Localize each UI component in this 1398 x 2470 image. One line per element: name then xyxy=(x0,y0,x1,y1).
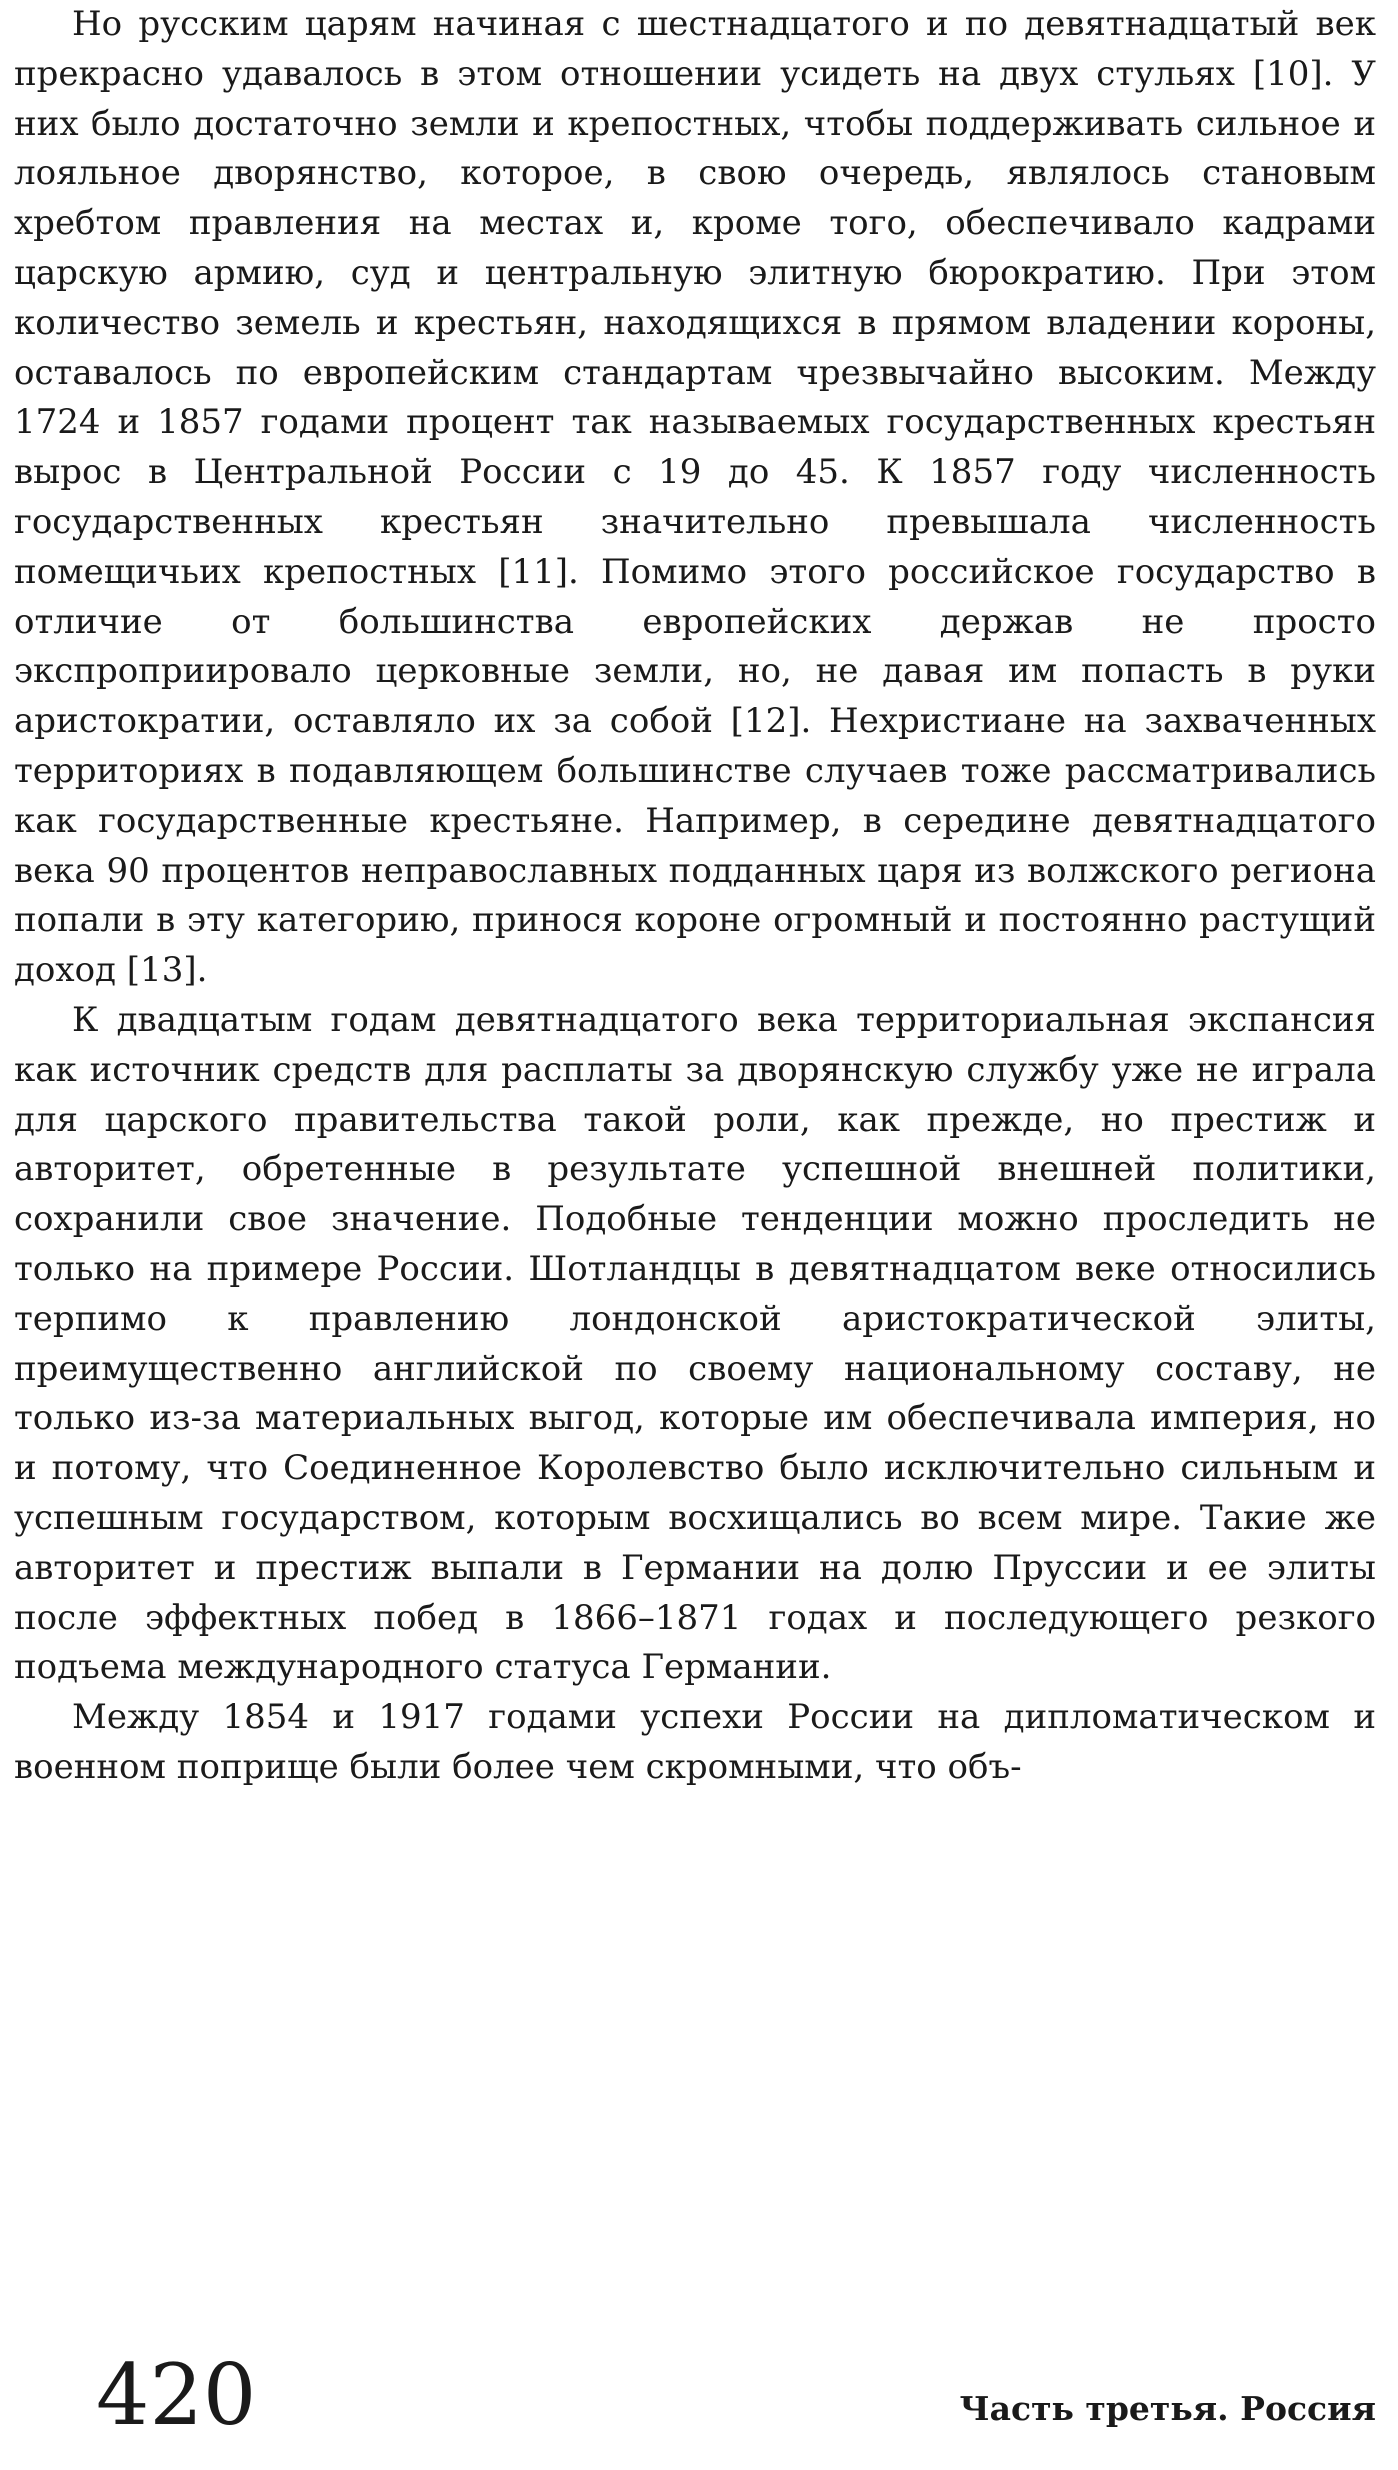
page-footer xyxy=(0,2345,1398,2455)
page-number: 420 xyxy=(96,2346,257,2444)
paragraph-3: Между 1854 и 1917 годами успехи России на дипломатическом и военном поприще были более чем скромными, что объ- xyxy=(14,1697,1376,1787)
body-text xyxy=(14,0,1376,1793)
paragraph-2: К двадцатым годам девятнадцатого века территориальная экспансия как источник средств для расплаты за дворянскую службу уже не играла для царского правительства такой роли, как прежде, но престиж и авторитет, обретенные в результате успешной внешней политики, сохранили свое значение. Подобные тенденции можно проследить не только на примере России. Шотландцы в девятнадцатом веке относились терпимо к правлению лондонской аристократической элиты, преимущественно английской по своему национальному составу, не только из-за материальных выгод, которые им обеспечивала империя, но и потому, что Соединенное Королевство было исключительно сильным и успешным государством, которым восхищались во всем мире. Такие же авторитет и престиж выпали в Германии на долю Пруссии и ее элиты после эффектных побед в 1866–1871 годах и последующего резкого подъема международного статуса Германии. xyxy=(14,999,1376,1688)
running-head: Часть третья. Россия xyxy=(959,2389,1376,2428)
paragraph-1: Но русским царям начиная с шестнадцатого и по девятнадцатый век прекрасно удавалось в этом отношении усидеть на двух стульях [10]. У них было достаточно земли и крепостных, чтобы поддерживать сильное и лояльное дворянство, которое, в свою очередь, являлось становым хребтом правления на местах и, кроме того, обеспечивало кадрами царскую армию, суд и центральную элитную бюрократию. При этом количество земель и крестьян, находящихся в прямом владении короны, оставалось по европейским стандартам чрезвычайно высоким. Между 1724 и 1857 годами процент так называемых государственных крестьян вырос в Центральной России с 19 до 45. К 1857 году численность государственных крестьян значительно превышала численность помещичьих крепостных [11]. Помимо этого российское государство в отличие от большинства европейских держав не просто экспроприировало церковные земли, но, не давая им попасть в руки аристократии, оставляло их за собой [12]. Нехристиане на захваченных территориях в подавляющем большинстве случаев тоже рассматривались как государственные крестьяне. Например, в середине девятнадцатого века 90 процентов неправославных подданных царя из волжского региона попали в эту категорию, принося короне огромный и постоянно растущий доход [13]. xyxy=(14,4,1376,991)
